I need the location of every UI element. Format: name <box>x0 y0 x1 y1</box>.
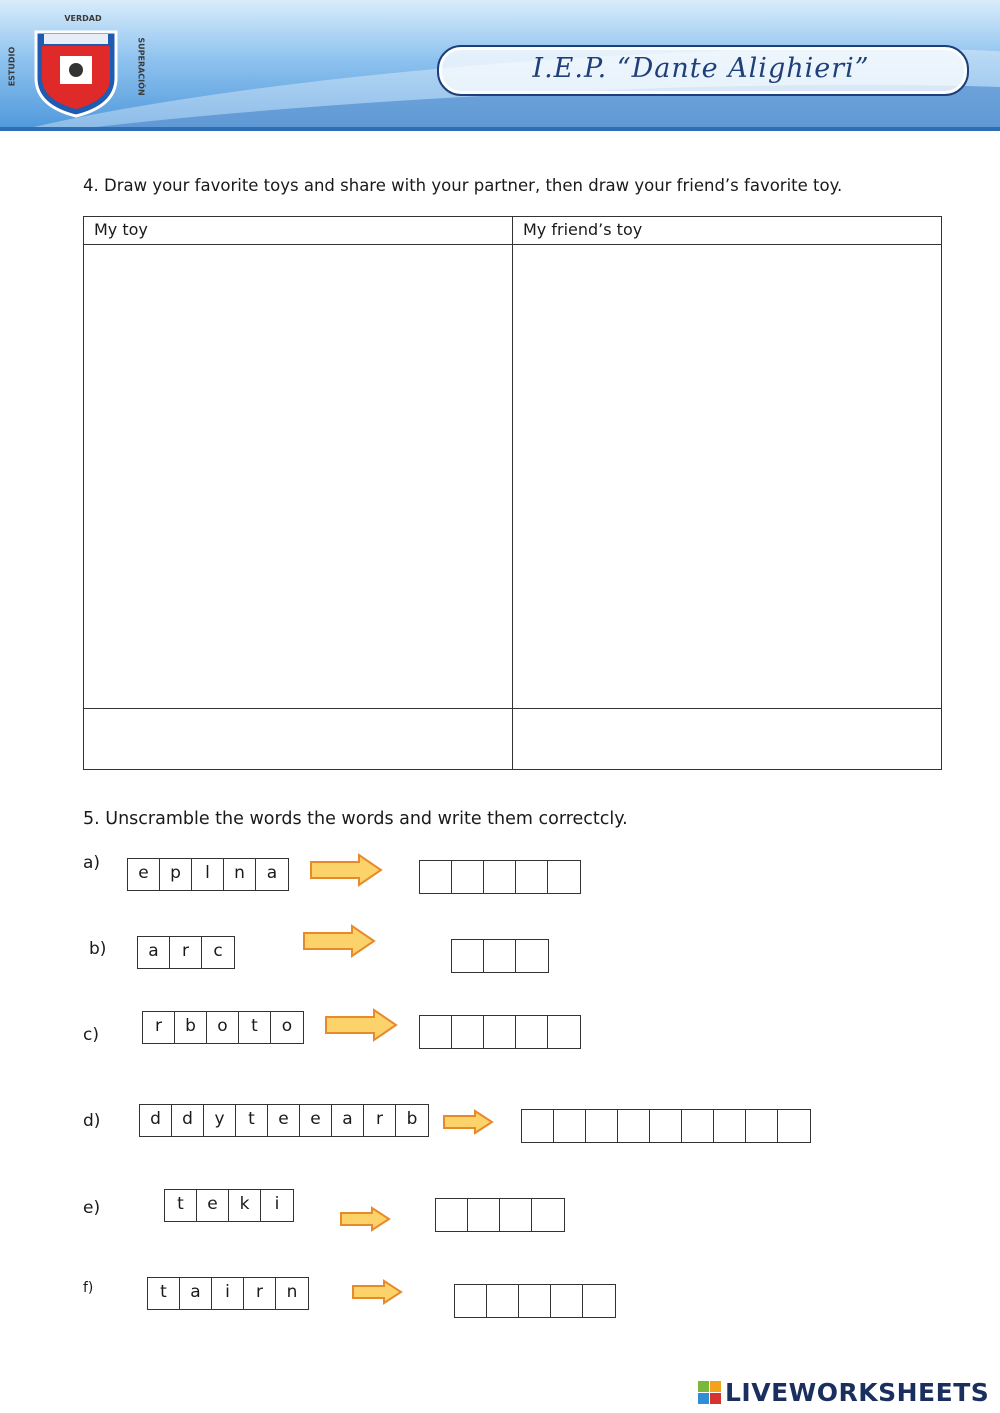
scrambled-letter: b <box>175 1012 207 1043</box>
item-label: e) <box>83 1198 101 1218</box>
scrambled-word <box>164 1189 294 1222</box>
answer-letter-box[interactable] <box>548 861 580 893</box>
scrambled-letter: e <box>268 1105 300 1136</box>
answer-letter-box[interactable] <box>551 1285 583 1317</box>
scrambled-letter: r <box>244 1278 276 1309</box>
live-badge-icon <box>698 1381 722 1405</box>
scrambled-letter: e <box>197 1190 229 1221</box>
answer-letter-box[interactable] <box>487 1285 519 1317</box>
arrow-icon <box>351 1279 403 1305</box>
scrambled-word <box>127 858 289 891</box>
school-crest-icon <box>30 26 122 118</box>
answer-letter-box[interactable] <box>522 1110 554 1142</box>
seal-top-text: VERDAD <box>64 14 102 23</box>
answer-boxes[interactable] <box>454 1284 616 1318</box>
arrow-icon <box>324 1008 398 1042</box>
scrambled-letter: i <box>212 1278 244 1309</box>
scrambled-letter: a <box>332 1105 364 1136</box>
answer-letter-box[interactable] <box>516 1016 548 1048</box>
answer-letter-box[interactable] <box>532 1199 564 1231</box>
answer-boxes[interactable] <box>451 939 549 973</box>
scrambled-letter: d <box>140 1105 172 1136</box>
scrambled-letter: o <box>207 1012 239 1043</box>
arrow-icon <box>442 1109 494 1135</box>
scrambled-letter: t <box>236 1105 268 1136</box>
scrambled-letter: l <box>192 859 224 890</box>
scrambled-letter: a <box>266 863 278 883</box>
answer-letter-box[interactable] <box>452 940 484 972</box>
brand-name: LIVEWORKSHEETS <box>725 1378 990 1407</box>
answer-boxes[interactable] <box>419 1015 581 1049</box>
scrambled-letter: t <box>165 1190 197 1221</box>
item-label: b) <box>89 939 107 959</box>
scrambled-letter: a <box>180 1278 212 1309</box>
scrambled-letter: c <box>213 941 223 961</box>
scrambled-letter: r <box>143 1012 175 1043</box>
answer-letter-box[interactable] <box>484 1016 516 1048</box>
item-label: c) <box>83 1025 99 1045</box>
answer-letter-box[interactable] <box>516 861 548 893</box>
item-label: a) <box>83 853 101 873</box>
arrow-icon <box>339 1206 391 1232</box>
scrambled-word <box>142 1011 304 1044</box>
answer-letter-box[interactable] <box>714 1110 746 1142</box>
name-field-my-toy[interactable] <box>84 709 512 770</box>
answer-boxes[interactable] <box>521 1109 811 1143</box>
answer-letter-box[interactable] <box>554 1110 586 1142</box>
answer-letter-box[interactable] <box>516 940 548 972</box>
scrambled-letter: y <box>204 1105 236 1136</box>
answer-letter-box[interactable] <box>420 1016 452 1048</box>
answer-letter-box[interactable] <box>778 1110 810 1142</box>
task4-instruction: 4. Draw your favorite toys and share with your partner, then draw your friend’s favorite toy. <box>83 176 843 195</box>
scrambled-letter: e <box>300 1105 332 1136</box>
answer-letter-box[interactable] <box>746 1110 778 1142</box>
scrambled-letter: n <box>224 859 256 890</box>
scrambled-letter: a <box>138 937 170 968</box>
drawing-area-friend-toy[interactable] <box>513 245 942 708</box>
seal-left-text: ESTUDIO <box>7 46 17 87</box>
answer-letter-box[interactable] <box>436 1199 468 1231</box>
answer-letter-box[interactable] <box>455 1285 487 1317</box>
answer-letter-box[interactable] <box>452 1016 484 1048</box>
scrambled-letter: k <box>229 1190 261 1221</box>
scrambled-letter: b <box>406 1109 418 1129</box>
drawing-area-my-toy[interactable] <box>84 245 512 708</box>
answer-letter-box[interactable] <box>484 940 516 972</box>
scrambled-word <box>147 1277 309 1310</box>
scrambled-letter: i <box>274 1194 280 1214</box>
answer-letter-box[interactable] <box>500 1199 532 1231</box>
task5-instruction: 5. Unscramble the words the words and write them correctcly. <box>83 809 628 829</box>
scrambled-letter: d <box>172 1105 204 1136</box>
arrow-icon <box>309 853 383 887</box>
scrambled-word <box>137 936 235 969</box>
answer-boxes[interactable] <box>419 860 581 894</box>
arrow-icon <box>302 924 376 958</box>
item-label: f) <box>83 1280 94 1296</box>
answer-letter-box[interactable] <box>452 861 484 893</box>
answer-letter-box[interactable] <box>650 1110 682 1142</box>
school-name: I.E.P. “Dante Alighieri” <box>532 53 870 84</box>
scrambled-letter: p <box>160 859 192 890</box>
col-header-my-toy: My toy <box>94 220 148 239</box>
answer-letter-box[interactable] <box>682 1110 714 1142</box>
scrambled-letter: r <box>170 937 202 968</box>
scrambled-letter: r <box>364 1105 396 1136</box>
answer-letter-box[interactable] <box>519 1285 551 1317</box>
answer-letter-box[interactable] <box>484 861 516 893</box>
answer-letter-box[interactable] <box>420 861 452 893</box>
scrambled-letter: t <box>148 1278 180 1309</box>
answer-letter-box[interactable] <box>583 1285 615 1317</box>
scrambled-letter: n <box>286 1282 298 1302</box>
answer-letter-box[interactable] <box>468 1199 500 1231</box>
item-label: d) <box>83 1111 101 1131</box>
scrambled-letter: t <box>239 1012 271 1043</box>
drawing-table <box>83 216 942 770</box>
answer-letter-box[interactable] <box>618 1110 650 1142</box>
seal-right-text: SUPERACIÓN <box>136 37 146 96</box>
answer-letter-box[interactable] <box>548 1016 580 1048</box>
scrambled-word <box>139 1104 429 1137</box>
name-field-friend-toy[interactable] <box>513 709 942 770</box>
answer-letter-box[interactable] <box>586 1110 618 1142</box>
banner-divider <box>0 127 1000 131</box>
answer-boxes[interactable] <box>435 1198 565 1232</box>
scrambled-letter: e <box>128 859 160 890</box>
col-header-friend-toy: My friend’s toy <box>523 220 643 239</box>
liveworksheets-logo <box>698 1378 989 1407</box>
scrambled-letter: o <box>281 1016 293 1036</box>
